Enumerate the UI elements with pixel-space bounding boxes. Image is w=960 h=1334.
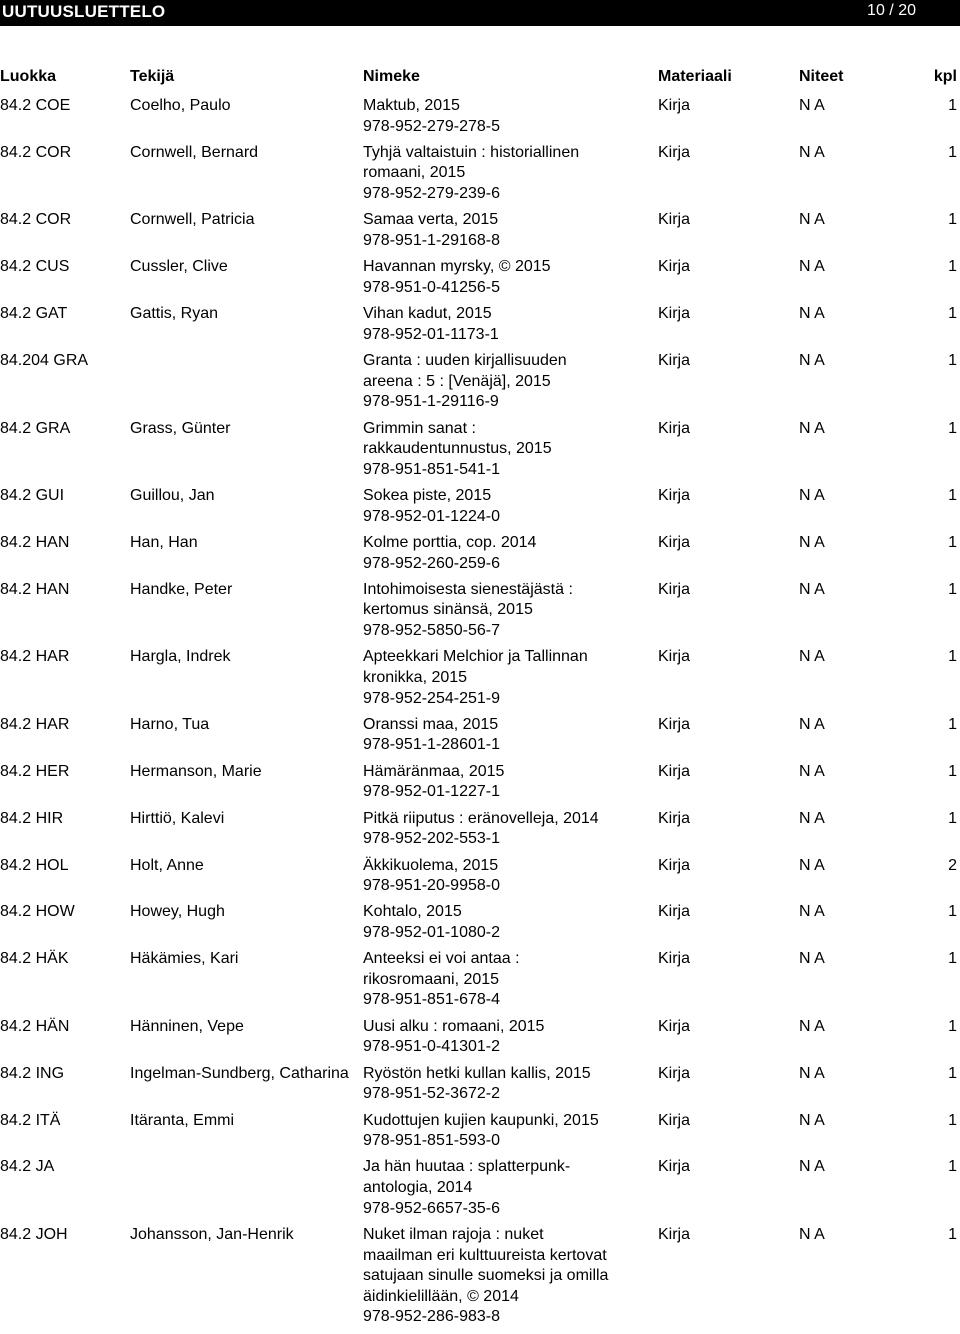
table-row: [0, 351, 960, 419]
row-class: 84.2 JA: [0, 1158, 55, 1176]
row-copies: 1: [948, 809, 957, 827]
table-row: [0, 1064, 960, 1111]
page-total: 20: [898, 2, 916, 19]
row-copies: 1: [948, 533, 957, 551]
row-isbn: 978-952-01-1080-2: [363, 924, 500, 941]
row-isbn: 978-951-0-41256-5: [363, 278, 500, 296]
row-title: Tyhjä valtaistuin : historiallinen romaani, 2015: [363, 143, 580, 182]
table-row: [0, 809, 960, 856]
row-notes: N A: [799, 1158, 825, 1176]
row-title: Ja hän huutaa : splatterpunk-antologia, 2014: [363, 1158, 571, 1197]
row-author: Cussler, Clive: [130, 258, 228, 276]
row-material: Kirja: [658, 305, 691, 323]
row-class: 84.2 HOL: [0, 856, 69, 874]
row-title-block: [363, 351, 613, 413]
row-isbn: 978-951-0-41301-2: [363, 1038, 500, 1056]
table-row: [0, 647, 960, 715]
row-title: Vihan kadut, 2015: [363, 305, 492, 323]
row-title: Hämäränmaa, 2015: [363, 762, 505, 780]
row-title-block: [363, 580, 613, 642]
row-class: 84.2 HAR: [0, 715, 70, 733]
row-isbn: 978-951-52-3672-2: [363, 1085, 500, 1103]
row-notes: N A: [799, 533, 825, 551]
table-row: [0, 257, 960, 304]
row-author: Harno, Tua: [130, 715, 210, 733]
row-copies: 1: [948, 143, 957, 161]
row-class: 84.2 GUI: [0, 487, 65, 505]
row-copies: 1: [948, 950, 957, 968]
table-row: [0, 949, 960, 1017]
row-title-block: [363, 1064, 613, 1105]
row-material: Kirja: [658, 903, 691, 921]
row-copies: 1: [948, 1158, 957, 1176]
row-material: Kirja: [658, 258, 691, 276]
row-class: 84.2 CUS: [0, 258, 70, 276]
row-copies: 1: [948, 648, 957, 666]
row-copies: 1: [948, 1064, 957, 1082]
row-material: Kirja: [658, 533, 691, 551]
row-material: Kirja: [658, 1064, 691, 1082]
row-copies: 1: [948, 211, 957, 229]
row-material: Kirja: [658, 97, 691, 114]
row-title: Apteekkari Melchior ja Tallinnan kronikka, 2015: [363, 648, 588, 686]
table-row: [0, 143, 960, 211]
table-row: [0, 210, 960, 257]
row-notes: N A: [799, 1111, 825, 1129]
row-title-block: [363, 1157, 613, 1219]
row-class: 84.2 HOW: [0, 903, 75, 921]
table-header: [0, 68, 960, 90]
row-title-block: [363, 715, 613, 756]
column-header-copies: kpl: [933, 68, 957, 85]
row-author: Itäranta, Emmi: [130, 1111, 235, 1129]
row-title-block: [363, 96, 613, 137]
row-author: Ingelman-Sundberg, Catharina: [130, 1064, 349, 1082]
row-isbn: 978-951-851-541-1: [363, 460, 500, 478]
row-isbn: 978-952-202-553-1: [363, 830, 500, 848]
row-material: Kirja: [658, 1158, 691, 1176]
row-title: Intohimoisesta sienestäjästä : kertomus sinänsä, 2015: [363, 580, 573, 619]
table-row: [0, 580, 960, 648]
row-isbn: 978-951-1-29168-8: [363, 231, 500, 249]
row-class: 84.204 GRA: [0, 352, 89, 370]
table-row: [0, 96, 960, 143]
row-author: Handke, Peter: [130, 580, 233, 598]
row-title: Maktub, 2015: [363, 97, 460, 114]
row-class: 84.2 GAT: [0, 305, 68, 323]
table-row: [0, 856, 960, 903]
row-copies: 1: [948, 352, 957, 370]
row-author: Hänninen, Vepe: [130, 1017, 244, 1035]
page-current: 10: [867, 2, 885, 19]
row-title-block: [363, 1017, 613, 1058]
page-separator: /: [889, 2, 894, 19]
row-class: 84.2 JOH: [0, 1225, 68, 1243]
row-title-block: [363, 486, 613, 527]
row-notes: N A: [799, 1064, 825, 1082]
row-class: 84.2 HIR: [0, 809, 64, 827]
row-author: Cornwell, Patricia: [130, 211, 255, 229]
page-counter: [867, 2, 916, 20]
row-title-block: [363, 210, 613, 251]
row-copies: 1: [948, 903, 957, 921]
row-copies: 1: [948, 1225, 957, 1243]
row-material: Kirja: [658, 143, 691, 161]
row-author: Grass, Günter: [130, 419, 231, 437]
row-author: Hirttiö, Kalevi: [130, 809, 225, 827]
row-class: 84.2 GRA: [0, 419, 71, 437]
row-isbn: 978-951-851-593-0: [363, 1132, 500, 1150]
column-header-title: Nimeke: [363, 68, 420, 85]
row-isbn: 978-951-1-28601-1: [363, 736, 500, 754]
row-author: Gattis, Ryan: [130, 305, 219, 323]
row-title-block: [363, 257, 613, 298]
row-material: Kirja: [658, 419, 691, 437]
row-notes: N A: [799, 1225, 825, 1243]
column-header-notes: Niteet: [799, 68, 844, 85]
row-material: Kirja: [658, 1111, 691, 1129]
row-notes: N A: [799, 211, 825, 229]
table-row: [0, 486, 960, 533]
row-notes: N A: [799, 487, 825, 505]
row-author: Han, Han: [130, 533, 198, 551]
row-copies: 1: [948, 97, 957, 114]
row-title: Samaa verta, 2015: [363, 211, 499, 229]
column-header-material: Materiaali: [658, 68, 732, 85]
row-material: Kirja: [658, 715, 691, 733]
row-material: Kirja: [658, 1017, 691, 1035]
row-title: Sokea piste, 2015: [363, 487, 492, 505]
row-title-block: [363, 1225, 613, 1328]
row-notes: N A: [799, 1017, 825, 1035]
row-notes: N A: [799, 305, 825, 323]
row-class: 84.2 HER: [0, 762, 70, 780]
table-row: [0, 419, 960, 487]
row-title-block: [363, 949, 613, 1011]
row-notes: N A: [799, 903, 825, 921]
row-isbn: 978-951-20-9958-0: [363, 877, 500, 895]
row-class: 84.2 HAN: [0, 580, 70, 598]
row-class: 84.2 HAN: [0, 533, 70, 551]
row-title-block: [363, 533, 613, 574]
row-title: Kohtalo, 2015: [363, 903, 462, 921]
row-title-block: [363, 419, 613, 481]
row-copies: 1: [948, 419, 957, 437]
row-material: Kirja: [658, 211, 691, 229]
row-isbn: 978-952-279-239-6: [363, 185, 500, 203]
row-notes: N A: [799, 715, 825, 733]
row-title: Kolme porttia, cop. 2014: [363, 533, 537, 551]
row-class: 84.2 ITÄ: [0, 1111, 61, 1129]
row-notes: N A: [799, 950, 825, 968]
row-notes: N A: [799, 419, 825, 437]
row-isbn: 978-952-01-1224-0: [363, 507, 500, 525]
row-author: Häkämies, Kari: [130, 950, 239, 968]
row-notes: N A: [799, 856, 825, 874]
row-title-block: [363, 304, 613, 345]
row-title: Oranssi maa, 2015: [363, 715, 499, 733]
row-material: Kirja: [658, 487, 691, 505]
row-title: Havannan myrsky, © 2015: [363, 258, 551, 276]
row-copies: 1: [948, 1111, 957, 1129]
row-isbn: 978-952-01-1173-1: [363, 325, 499, 343]
table-row: [0, 1111, 960, 1158]
row-title: Ryöstön hetki kullan kallis, 2015: [363, 1064, 591, 1082]
row-copies: 2: [948, 856, 957, 874]
page-title: UUTUUSLUETTELO: [2, 2, 166, 21]
row-class: 84.2 COE: [0, 97, 71, 114]
row-title-block: [363, 856, 613, 897]
row-material: Kirja: [658, 950, 691, 968]
table-row: [0, 762, 960, 809]
row-title: Grimmin sanat : rakkaudentunnustus, 2015: [363, 419, 552, 458]
row-material: Kirja: [658, 352, 691, 370]
row-author: Hargla, Indrek: [130, 648, 231, 666]
row-copies: 1: [948, 1017, 957, 1035]
row-isbn: 978-952-260-259-6: [363, 554, 500, 572]
row-isbn: 978-952-6657-35-6: [363, 1199, 500, 1217]
row-notes: N A: [799, 258, 825, 276]
row-material: Kirja: [658, 1225, 691, 1243]
row-material: Kirja: [658, 856, 691, 874]
row-class: 84.2 COR: [0, 143, 72, 161]
row-class: 84.2 HÄN: [0, 1017, 70, 1035]
table-row: [0, 304, 960, 351]
row-isbn: 978-952-01-1227-1: [363, 783, 500, 801]
row-notes: N A: [799, 648, 825, 666]
table-row: [0, 902, 960, 949]
row-copies: 1: [948, 762, 957, 780]
row-title-block: [363, 809, 613, 850]
row-notes: N A: [799, 97, 825, 114]
row-class: 84.2 HÄK: [0, 950, 69, 968]
table-row: [0, 533, 960, 580]
row-notes: N A: [799, 580, 825, 598]
row-author: Cornwell, Bernard: [130, 143, 259, 161]
row-class: 84.2 COR: [0, 211, 72, 229]
row-title: Anteeksi ei voi antaa : rikosromaani, 2015: [363, 950, 520, 988]
row-author: Holt, Anne: [130, 856, 204, 874]
row-class: 84.2 ING: [0, 1064, 65, 1082]
row-title-block: [363, 647, 613, 709]
row-class: 84.2 HAR: [0, 648, 70, 666]
row-title: Äkkikuolema, 2015: [363, 856, 499, 874]
row-material: Kirja: [658, 580, 691, 598]
row-material: Kirja: [658, 762, 691, 780]
row-title: Uusi alku : romaani, 2015: [363, 1017, 545, 1035]
row-author: Johansson, Jan-Henrik: [130, 1225, 294, 1243]
row-title-block: [363, 1111, 613, 1152]
row-title-block: [363, 762, 613, 803]
row-title-block: [363, 143, 613, 205]
row-isbn: 978-951-1-29116-9: [363, 393, 499, 411]
table-row: [0, 1157, 960, 1225]
row-author: Howey, Hugh: [130, 903, 225, 921]
row-author: Guillou, Jan: [130, 487, 215, 505]
row-author: Coelho, Paulo: [130, 97, 231, 114]
table-row: [0, 1225, 960, 1334]
row-title: Nuket ilman rajoja : nuket maailman eri kulttuureista kertovat satujaan sinulle suomeksi ja omilla äidinkielillään, © 2014: [363, 1225, 609, 1305]
page-header-bar: [0, 0, 960, 26]
row-copies: 1: [948, 715, 957, 733]
row-copies: 1: [948, 487, 957, 505]
row-isbn: 978-951-851-678-4: [363, 991, 500, 1009]
row-notes: N A: [799, 352, 825, 370]
row-isbn: 978-952-5850-56-7: [363, 622, 500, 640]
row-title: Granta : uuden kirjallisuuden areena : 5 : [Venäjä], 2015: [363, 352, 567, 390]
row-copies: 1: [948, 580, 957, 598]
row-author: Hermanson, Marie: [130, 762, 262, 780]
row-title-block: [363, 902, 613, 943]
table-row: [0, 715, 960, 762]
row-copies: 1: [948, 258, 957, 276]
row-isbn: 978-952-254-251-9: [363, 689, 500, 707]
row-notes: N A: [799, 809, 825, 827]
column-header-class: Luokka: [0, 68, 57, 85]
row-title: Pitkä riiputus : eränovelleja, 2014: [363, 809, 599, 827]
row-copies: 1: [948, 305, 957, 323]
row-notes: N A: [799, 762, 825, 780]
row-title: Kudottujen kujien kaupunki, 2015: [363, 1111, 599, 1129]
row-isbn: 978-952-279-278-5: [363, 117, 500, 135]
row-material: Kirja: [658, 648, 691, 666]
column-header-author: Tekijä: [130, 68, 175, 85]
catalog-list: [0, 96, 960, 1334]
row-notes: N A: [799, 143, 825, 161]
row-isbn: 978-952-286-983-8: [363, 1308, 500, 1326]
table-row: [0, 1017, 960, 1064]
row-material: Kirja: [658, 809, 691, 827]
